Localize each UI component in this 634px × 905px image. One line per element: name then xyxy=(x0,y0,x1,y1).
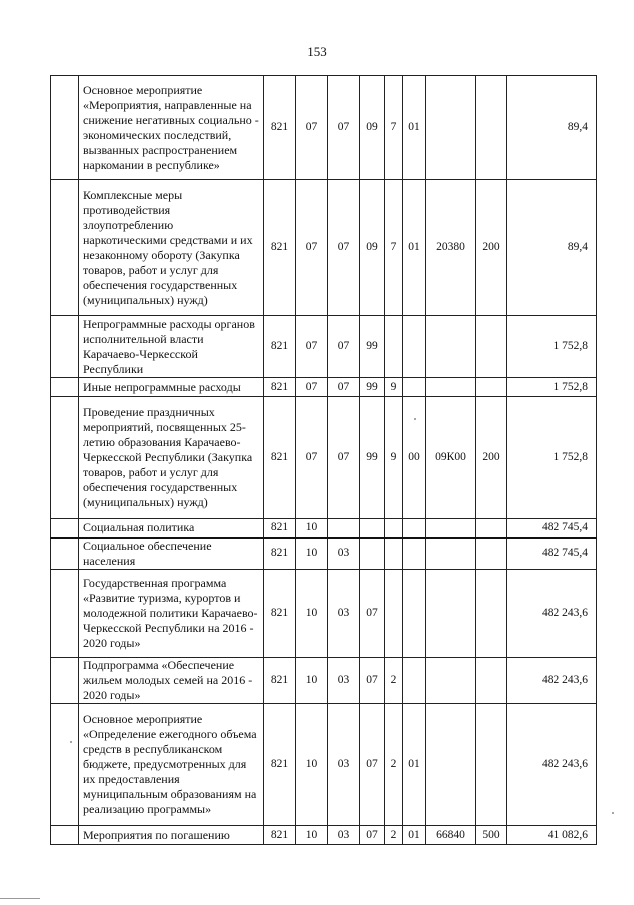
table-row xyxy=(51,397,597,519)
amount-cell: 89,4 xyxy=(507,76,597,180)
amount-cell: 482 243,6 xyxy=(507,570,597,658)
subsection-code-cell: 03 xyxy=(328,826,360,845)
direction-code-cell xyxy=(426,378,476,397)
main-activity-code-cell xyxy=(403,519,426,538)
direction-code-cell xyxy=(426,519,476,538)
amount-cell: 89,4 xyxy=(507,180,597,316)
subsection-code-cell: 07 xyxy=(328,180,360,316)
subprogram-code-cell: 7 xyxy=(385,76,403,180)
program-code-cell: 99 xyxy=(360,397,385,519)
dept-code-cell: 821 xyxy=(264,76,296,180)
dept-code-cell: 821 xyxy=(264,658,296,704)
main-activity-code-cell: 01 xyxy=(403,76,426,180)
table-row xyxy=(51,538,597,570)
row-index-cell xyxy=(51,76,79,180)
subprogram-code-cell xyxy=(385,519,403,538)
amount-cell: 482 243,6 xyxy=(507,658,597,704)
direction-code-cell xyxy=(426,76,476,180)
subsection-code-cell: 07 xyxy=(328,316,360,378)
table-row xyxy=(51,76,597,180)
amount-cell: 41 082,6 xyxy=(507,826,597,845)
amount-cell: 1 752,8 xyxy=(507,397,597,519)
table-row xyxy=(51,658,597,704)
section-code-cell: 10 xyxy=(296,704,328,826)
program-code-cell xyxy=(360,519,385,538)
subprogram-code-cell xyxy=(385,570,403,658)
subprogram-code-cell xyxy=(385,316,403,378)
expense-type-code-cell xyxy=(476,378,507,397)
row-index-cell xyxy=(51,658,79,704)
expense-name-cell: Основное мероприятие «Мероприятия, направленные на снижение негативных социально - экономических последствий, вызванных распространением наркомании в республике» xyxy=(79,76,264,180)
expense-name-cell: Непрограммные расходы органов исполнительной власти Карачаево-Черкесской Республики xyxy=(79,316,264,378)
main-activity-code-cell: 01 xyxy=(403,704,426,826)
page-number: 153 xyxy=(307,44,327,59)
direction-code-cell: 09К00 xyxy=(426,397,476,519)
section-code-cell: 07 xyxy=(296,180,328,316)
program-code-cell: 07 xyxy=(360,570,385,658)
scan-speck xyxy=(414,418,416,420)
direction-code-cell xyxy=(426,658,476,704)
subsection-code-cell: 03 xyxy=(328,538,360,570)
subsection-code-cell xyxy=(328,519,360,538)
expense-type-code-cell xyxy=(476,570,507,658)
row-index-cell xyxy=(51,397,79,519)
section-code-cell: 10 xyxy=(296,826,328,845)
direction-code-cell xyxy=(426,570,476,658)
subprogram-code-cell: 2 xyxy=(385,826,403,845)
subsection-code-cell: 03 xyxy=(328,570,360,658)
dept-code-cell: 821 xyxy=(264,826,296,845)
scan-artifact-line xyxy=(0,898,40,899)
section-code-cell: 10 xyxy=(296,538,328,570)
section-code-cell: 07 xyxy=(296,397,328,519)
expense-type-code-cell xyxy=(476,704,507,826)
program-code-cell: 07 xyxy=(360,704,385,826)
main-activity-code-cell: 01 xyxy=(403,180,426,316)
expense-name-cell: Социальное обеспечение населения xyxy=(79,538,264,570)
section-code-cell: 07 xyxy=(296,316,328,378)
expense-type-code-cell xyxy=(476,658,507,704)
expense-type-code-cell xyxy=(476,316,507,378)
direction-code-cell: 20380 xyxy=(426,180,476,316)
direction-code-cell xyxy=(426,316,476,378)
program-code-cell: 09 xyxy=(360,76,385,180)
expense-type-code-cell xyxy=(476,538,507,570)
subsection-code-cell: 07 xyxy=(328,397,360,519)
section-code-cell: 10 xyxy=(296,519,328,538)
main-activity-code-cell xyxy=(403,658,426,704)
expense-type-code-cell xyxy=(476,519,507,538)
subsection-code-cell: 07 xyxy=(328,76,360,180)
table-row xyxy=(51,378,597,397)
expense-type-code-cell: 200 xyxy=(476,180,507,316)
program-code-cell: 07 xyxy=(360,658,385,704)
row-index-cell xyxy=(51,704,79,826)
dept-code-cell: 821 xyxy=(264,180,296,316)
amount-cell: 482 745,4 xyxy=(507,519,597,538)
scan-speck xyxy=(70,741,72,743)
main-activity-code-cell: 01 xyxy=(403,826,426,845)
dept-code-cell: 821 xyxy=(264,538,296,570)
expense-name-cell: Подпрограмма «Обеспечение жильем молодых семей на 2016 - 2020 годы» xyxy=(79,658,264,704)
direction-code-cell xyxy=(426,704,476,826)
amount-cell: 482 745,4 xyxy=(507,538,597,570)
expense-name-cell: Мероприятия по погашению xyxy=(79,826,264,845)
main-activity-code-cell xyxy=(403,538,426,570)
expense-name-cell: Проведение праздничных мероприятий, посвященных 25-летию образования Карачаево-Черкесской Республики (Закупка товаров, работ и услуг для обеспечения государственных (муниципальных) нужд) xyxy=(79,397,264,519)
table-row xyxy=(51,316,597,378)
expense-name-cell: Комплексные меры противодействия злоупотреблению наркотическими средствами и их незаконному обороту (Закупка товаров, работ и услуг для обеспечения государственных (муниципальных) нужд) xyxy=(79,180,264,316)
section-code-cell: 07 xyxy=(296,76,328,180)
section-code-cell: 10 xyxy=(296,570,328,658)
program-code-cell: 09 xyxy=(360,180,385,316)
scan-speck xyxy=(612,812,614,814)
program-code-cell: 99 xyxy=(360,316,385,378)
amount-cell: 482 243,6 xyxy=(507,704,597,826)
amount-cell: 1 752,8 xyxy=(507,316,597,378)
dept-code-cell: 821 xyxy=(264,570,296,658)
dept-code-cell: 821 xyxy=(264,704,296,826)
main-activity-code-cell xyxy=(403,378,426,397)
expense-type-code-cell: 500 xyxy=(476,826,507,845)
expense-name-cell: Социальная политика xyxy=(79,519,264,538)
expense-name-cell: Основное мероприятие «Определение ежегодного объема средств в республиканском бюджете, предусмотренных для их предоставления муниципальным образованиям на реализацию программы» xyxy=(79,704,264,826)
section-code-cell: 10 xyxy=(296,658,328,704)
program-code-cell: 07 xyxy=(360,826,385,845)
subprogram-code-cell: 9 xyxy=(385,397,403,519)
table-row xyxy=(51,570,597,658)
row-index-cell xyxy=(51,316,79,378)
table-row xyxy=(51,519,597,538)
table-row xyxy=(51,180,597,316)
row-index-cell xyxy=(51,378,79,397)
main-activity-code-cell xyxy=(403,316,426,378)
expense-name-cell: Иные непрограммные расходы xyxy=(79,378,264,397)
row-index-cell xyxy=(51,826,79,845)
program-code-cell xyxy=(360,538,385,570)
dept-code-cell: 821 xyxy=(264,519,296,538)
main-activity-code-cell: 00 xyxy=(403,397,426,519)
row-index-cell xyxy=(51,538,79,570)
dept-code-cell: 821 xyxy=(264,316,296,378)
row-index-cell xyxy=(51,180,79,316)
table-row xyxy=(51,704,597,826)
subsection-code-cell: 07 xyxy=(328,378,360,397)
subprogram-code-cell xyxy=(385,538,403,570)
expense-type-code-cell xyxy=(476,76,507,180)
dept-code-cell: 821 xyxy=(264,378,296,397)
subprogram-code-cell: 2 xyxy=(385,704,403,826)
subprogram-code-cell: 9 xyxy=(385,378,403,397)
budget-table xyxy=(50,75,597,845)
expense-type-code-cell: 200 xyxy=(476,397,507,519)
direction-code-cell xyxy=(426,538,476,570)
dept-code-cell: 821 xyxy=(264,397,296,519)
direction-code-cell: 66840 xyxy=(426,826,476,845)
subprogram-code-cell: 7 xyxy=(385,180,403,316)
subprogram-code-cell: 2 xyxy=(385,658,403,704)
expense-name-cell: Государственная программа «Развитие туризма, курортов и молодежной политики Карачаево-Черкесской Республики на 2016 - 2020 годы» xyxy=(79,570,264,658)
row-index-cell xyxy=(51,519,79,538)
main-activity-code-cell xyxy=(403,570,426,658)
row-index-cell xyxy=(51,570,79,658)
subsection-code-cell: 03 xyxy=(328,658,360,704)
subsection-code-cell: 03 xyxy=(328,704,360,826)
amount-cell: 1 752,8 xyxy=(507,378,597,397)
table-row xyxy=(51,826,597,845)
program-code-cell: 99 xyxy=(360,378,385,397)
section-code-cell: 07 xyxy=(296,378,328,397)
